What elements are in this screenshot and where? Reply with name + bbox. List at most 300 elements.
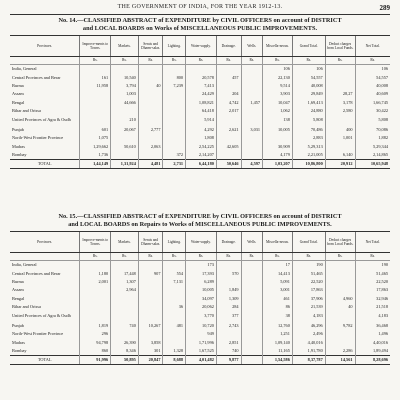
value-cell: 36 [163,302,186,310]
value-cell: 50,610 [111,142,139,150]
value-cell [111,311,139,322]
unit-cell: Rs. [325,253,355,261]
value-cell [163,330,186,338]
value-cell: 17,863 [355,286,390,294]
province-label: Punjab [12,127,24,133]
value-cell: 161 [80,73,111,81]
value-cell: 91,996 [80,355,111,364]
value-cell [325,286,355,294]
province-label: United Provinces of Agra & Oudh [12,312,71,318]
value-cell: 2,731 [163,159,186,168]
value-cell: 400 [325,126,355,134]
table-15-title [10,213,390,228]
value-cell: 1,54,586 [263,355,293,364]
value-cell: 3,903 [263,90,293,98]
province-label: TOTAL [10,159,80,168]
value-cell: 1,328 [163,347,186,356]
province-label: Central Provinces and Berar [12,74,61,80]
value-cell: 50,895 [111,355,139,364]
province-label: India, General [12,262,37,268]
value-cell: 5,808 [355,115,390,126]
province-label: Bombay [12,348,27,354]
value-cell: 2,883 [292,134,325,142]
value-cell: 5,808 [292,115,325,126]
province-label: Bihar and Orissa [12,303,41,309]
total-row [10,355,390,364]
value-cell [325,65,355,74]
value-cell: 5,091 [263,278,293,286]
table-row [10,347,390,356]
value-cell [80,311,111,322]
value-cell: 5,29,344 [355,142,390,150]
province-label: TOTAL [10,355,80,364]
value-cell: 22,130 [263,73,293,81]
value-cell: 949 [186,330,217,338]
column-header: Deduct charges from Local Funds. [325,232,355,253]
column-header: Markets. [111,36,139,57]
value-cell: 554 [163,269,186,277]
value-cell: 3,858 [138,338,163,346]
value-cell: 800 [163,73,186,81]
value-cell: 40,008 [292,82,325,90]
value-cell: 173 [186,261,217,270]
value-cell: 11,958 [80,82,111,90]
value-cell: 40,609 [355,90,390,98]
value-cell: 17,393 [186,269,217,277]
header-rule [10,14,390,15]
value-cell: 3,178 [325,98,355,106]
table-14 [10,35,390,169]
column-header: Improve-ments to Towns. [80,232,111,253]
value-cell [138,302,163,310]
value-cell: 50,646 [216,159,241,168]
province-label: North-West Frontier Province [12,331,64,337]
value-cell: 32,946 [355,294,390,302]
value-cell [241,278,263,286]
value-cell: 1,819 [80,322,111,330]
value-cell [138,286,163,294]
unit-cell [10,57,80,65]
province-label: Burma [12,278,24,284]
value-cell [241,322,263,330]
value-cell: 377 [216,311,241,322]
column-header: Miscella-neous. [263,36,293,57]
value-cell [80,261,111,270]
value-cell [325,115,355,126]
value-cell [325,330,355,338]
value-cell [241,73,263,81]
column-header: Serais and Dharm-salas. [138,232,163,253]
value-cell: 740 [111,322,139,330]
value-cell: 1,29,662 [80,142,111,150]
column-header: Drainage. [216,36,241,57]
table-row [10,73,390,81]
value-cell: 1,003 [111,90,139,98]
value-cell: 4,597 [241,159,263,168]
value-cell: 21,539 [292,302,325,310]
unit-cell: Rs. [163,253,186,261]
value-cell: 30,422 [355,106,390,114]
value-cell: 1,062 [263,106,293,114]
value-cell: 21,518 [355,302,390,310]
value-cell: 20,912 [325,159,355,168]
province-label: Assam [12,91,24,97]
table-row [10,294,390,302]
province-label: United Provinces of Agra & Oudh [12,116,71,122]
table-14-title [10,17,390,32]
value-cell: 1,736 [80,151,111,160]
header-row [10,36,390,57]
page-number: 289 [379,4,390,12]
value-cell [241,142,263,150]
unit-cell [10,253,80,261]
unit-cell: Rs. [186,253,217,261]
value-cell: 372 [163,151,186,160]
value-cell [111,151,139,160]
value-cell: 4,960 [325,294,355,302]
unit-cell: Rs. [216,57,241,65]
value-cell [138,65,163,74]
value-cell: 4,179 [263,151,293,160]
province-label: North-West Frontier Province [12,135,64,141]
unit-cell: Rs. [263,253,293,261]
value-cell [241,151,263,160]
value-cell: 4,183 [355,311,390,322]
value-cell [325,73,355,81]
table-row [10,278,390,286]
value-cell: 30,909 [263,142,293,150]
value-cell [138,73,163,81]
value-cell: 2,496 [292,330,325,338]
value-cell: 9,877 [216,355,241,364]
value-cell [241,286,263,294]
value-cell [138,151,163,160]
value-cell [138,115,163,126]
value-cell [241,82,263,90]
value-cell [241,330,263,338]
value-cell: 44,666 [111,98,139,106]
value-cell: 22,520 [355,278,390,286]
value-cell [325,142,355,150]
value-cell: 1,08,821 [186,98,217,106]
value-cell: 457 [216,73,241,81]
unit-cell: Rs. [263,57,293,65]
value-cell: 1,075 [80,134,111,142]
table-15-title-line1: No. 15.—CLASSIFIED ABSTRACT of EXPENDITURE by CIVIL OFFICERS on account of DISTRICT [58,213,342,220]
value-cell: 570 [216,269,241,277]
unit-cell: Rs. [216,253,241,261]
value-cell: 14,561 [325,355,355,364]
value-cell [163,261,186,270]
table-row [10,82,390,90]
value-cell: 8,37,787 [292,355,325,364]
value-cell: 51,465 [292,269,325,277]
value-cell [216,278,241,286]
value-cell: 14,413 [263,269,293,277]
value-cell: 190 [292,261,325,270]
value-cell [241,294,263,302]
value-cell: 1,307 [111,278,139,286]
table-row [10,338,390,346]
value-cell [263,134,293,142]
value-cell [111,261,139,270]
value-cell [325,311,355,322]
value-cell: 40,008 [355,82,390,90]
value-cell [163,115,186,126]
value-cell [241,302,263,310]
table-row [10,302,390,310]
value-cell: 190 [355,261,390,270]
value-cell: 29,849 [292,90,325,98]
unit-cell: Rs. [292,57,325,65]
table-row [10,115,390,126]
table-row [10,269,390,277]
value-cell [163,142,186,150]
value-cell [216,82,241,90]
value-cell [111,330,139,338]
value-cell: 106 [292,65,325,74]
table-14-title-line1: No. 14.—CLASSIFIED ABSTRACT of EXPENDITURE by CIVIL OFFICERS on account of DISTRICT [58,17,342,24]
value-cell: 3,031 [241,126,263,134]
value-cell: 1,180 [80,269,111,277]
value-cell: 1,882 [355,134,390,142]
value-cell: 9,782 [325,322,355,330]
value-cell: 4,01,482 [186,355,217,364]
units-row [10,253,390,261]
value-cell: 296 [80,330,111,338]
table-row [10,90,390,98]
column-header: Lighting. [163,232,186,253]
value-cell: 10,047 [263,98,293,106]
value-cell [111,294,139,302]
province-label: Bihar and Orissa [12,107,41,113]
value-cell: 5,914 [186,115,217,126]
value-cell: 86 [263,302,293,310]
value-cell [163,338,186,346]
unit-cell: Rs. [325,57,355,65]
value-cell [138,134,163,142]
value-cell: 28,27 [325,90,355,98]
value-cell: 4,292 [186,126,217,134]
value-cell: 36,468 [355,322,390,330]
value-cell: 20,062 [186,302,217,310]
column-header: Grand Total. [292,36,325,57]
value-cell [80,106,111,114]
value-cell: 51,465 [355,269,390,277]
value-cell: 4,183 [292,311,325,322]
value-cell: 10,540 [111,73,139,81]
column-header: Markets. [111,232,139,253]
value-cell: 40 [325,302,355,310]
value-cell: 7,239 [163,82,186,90]
value-cell [325,269,355,277]
unit-cell: Rs. [355,57,390,65]
table-row [10,322,390,330]
value-cell [186,65,217,74]
unit-cell: Rs. [355,253,390,261]
value-cell: 42,605 [216,142,241,150]
value-cell: 10,86,800 [292,159,325,168]
value-cell: 2,777 [138,126,163,134]
value-cell: 22,520 [292,278,325,286]
value-cell [216,151,241,160]
value-cell: 20,847 [138,355,163,364]
value-cell: 106 [355,65,390,74]
value-cell: 1,69,413 [292,98,325,106]
value-cell [163,286,186,294]
province-label: Punjab [12,323,24,329]
value-cell [80,65,111,74]
value-cell: 20,067 [111,126,139,134]
value-cell [216,115,241,126]
province-label: Bengal [12,295,25,301]
value-cell: 2,001 [80,278,111,286]
value-cell [138,311,163,322]
province-label: Assam [12,287,24,293]
value-cell: 2,851 [216,338,241,346]
province-label: Bengal [12,99,25,105]
value-cell: 3,794 [111,82,139,90]
value-cell [163,294,186,302]
value-cell [241,261,263,270]
column-header: Wells. [241,232,263,253]
value-cell: 2,286 [325,347,355,356]
value-cell: 284 [216,302,241,310]
table-row [10,142,390,150]
value-cell: 1,808 [186,134,217,142]
value-cell [163,65,186,74]
value-cell: 34,097 [186,294,217,302]
value-cell: 64,418 [186,106,217,114]
value-cell: 2,063 [138,142,163,150]
value-cell [241,115,263,126]
value-cell: 3,001 [263,286,293,294]
value-cell: 1,91,780 [292,347,325,356]
value-cell: 17 [263,261,293,270]
column-header: Wells. [241,36,263,57]
value-cell [216,261,241,270]
value-cell: 10,720 [186,322,217,330]
unit-cell: Rs. [138,253,163,261]
value-cell: 10,005 [263,126,293,134]
province-label: Central Provinces and Berar [12,270,61,276]
value-cell [111,134,139,142]
table-14-title-line2: and LOCAL BOARDS on Works of MISCELLANEOUS PUBLIC IMPROVEMENTS. [82,24,318,32]
value-cell [216,134,241,142]
value-cell: 138 [263,115,293,126]
value-cell: 38 [263,311,293,322]
value-cell: 10,267 [138,322,163,330]
table-row [10,261,390,270]
value-cell [325,338,355,346]
value-cell: 1,31,924 [111,159,139,168]
value-cell: 1,001 [325,134,355,142]
value-cell: 1,71,996 [186,338,217,346]
value-cell: 1,44,149 [80,159,111,168]
value-cell [241,347,263,356]
value-cell [241,65,263,74]
value-cell: 3,770 [186,311,217,322]
column-header: Water-supply. [186,36,217,57]
value-cell: 1,309 [216,294,241,302]
value-cell: 106 [263,65,293,74]
value-cell: 6,140 [325,151,355,160]
value-cell: 9,514 [263,82,293,90]
value-cell: 8,28,696 [355,355,390,364]
value-cell [138,294,163,302]
unit-cell: Rs. [163,57,186,65]
value-cell: 70,486 [292,126,325,134]
value-cell [216,330,241,338]
value-cell: 1,849 [216,286,241,294]
value-cell [241,106,263,114]
value-cell: 2,54,225 [186,142,217,150]
table-row [10,106,390,114]
value-cell: 1,496 [355,330,390,338]
column-header: Miscella-neous. [263,232,293,253]
running-head: THE GOVERNMENT OF INDIA, FOR THE YEAR 1912-13. [117,4,283,10]
value-cell [80,302,111,310]
column-header: Grand Total. [292,232,325,253]
value-cell [163,311,186,322]
unit-cell: Rs. [241,57,263,65]
value-cell [111,65,139,74]
value-cell [138,106,163,114]
value-cell: 601 [80,126,111,134]
column-header: Provinces. [10,232,80,253]
value-cell: 46,296 [292,322,325,330]
value-cell: 10,65,948 [355,159,390,168]
value-cell: 5,29,313 [292,142,325,150]
value-cell: 210 [111,115,139,126]
value-cell: 8,688 [163,355,186,364]
unit-cell: Rs. [186,57,217,65]
table-row [10,311,390,322]
value-cell [80,98,111,106]
province-label: Madras [12,339,25,345]
value-cell: 2,14,207 [186,151,217,160]
table-row [10,330,390,338]
value-cell: 1,67,525 [186,347,217,356]
value-cell: 1,89,494 [355,347,390,356]
value-cell: 2,017 [216,106,241,114]
value-cell: 7,413 [186,82,217,90]
column-header: Improve-ments to Towns. [80,36,111,57]
value-cell [216,65,241,74]
value-cell: 2,14,865 [355,151,390,160]
value-cell [325,278,355,286]
value-cell [111,302,139,310]
table-row [10,151,390,160]
province-label: Burma [12,82,24,88]
total-row [10,159,390,168]
value-cell [163,98,186,106]
value-cell: 4,40,016 [292,338,325,346]
unit-cell: Rs. [80,57,111,65]
province-label: Bombay [12,152,27,158]
value-cell [241,338,263,346]
value-cell: 2,21,005 [292,151,325,160]
value-cell [80,115,111,126]
value-cell [111,106,139,114]
value-cell: 70,086 [355,126,390,134]
unit-cell: Rs. [111,253,139,261]
value-cell: 4,481 [138,159,163,168]
value-cell: 481 [163,322,186,330]
value-cell: 24,429 [186,90,217,98]
value-cell [80,294,111,302]
unit-cell: Rs. [138,57,163,65]
